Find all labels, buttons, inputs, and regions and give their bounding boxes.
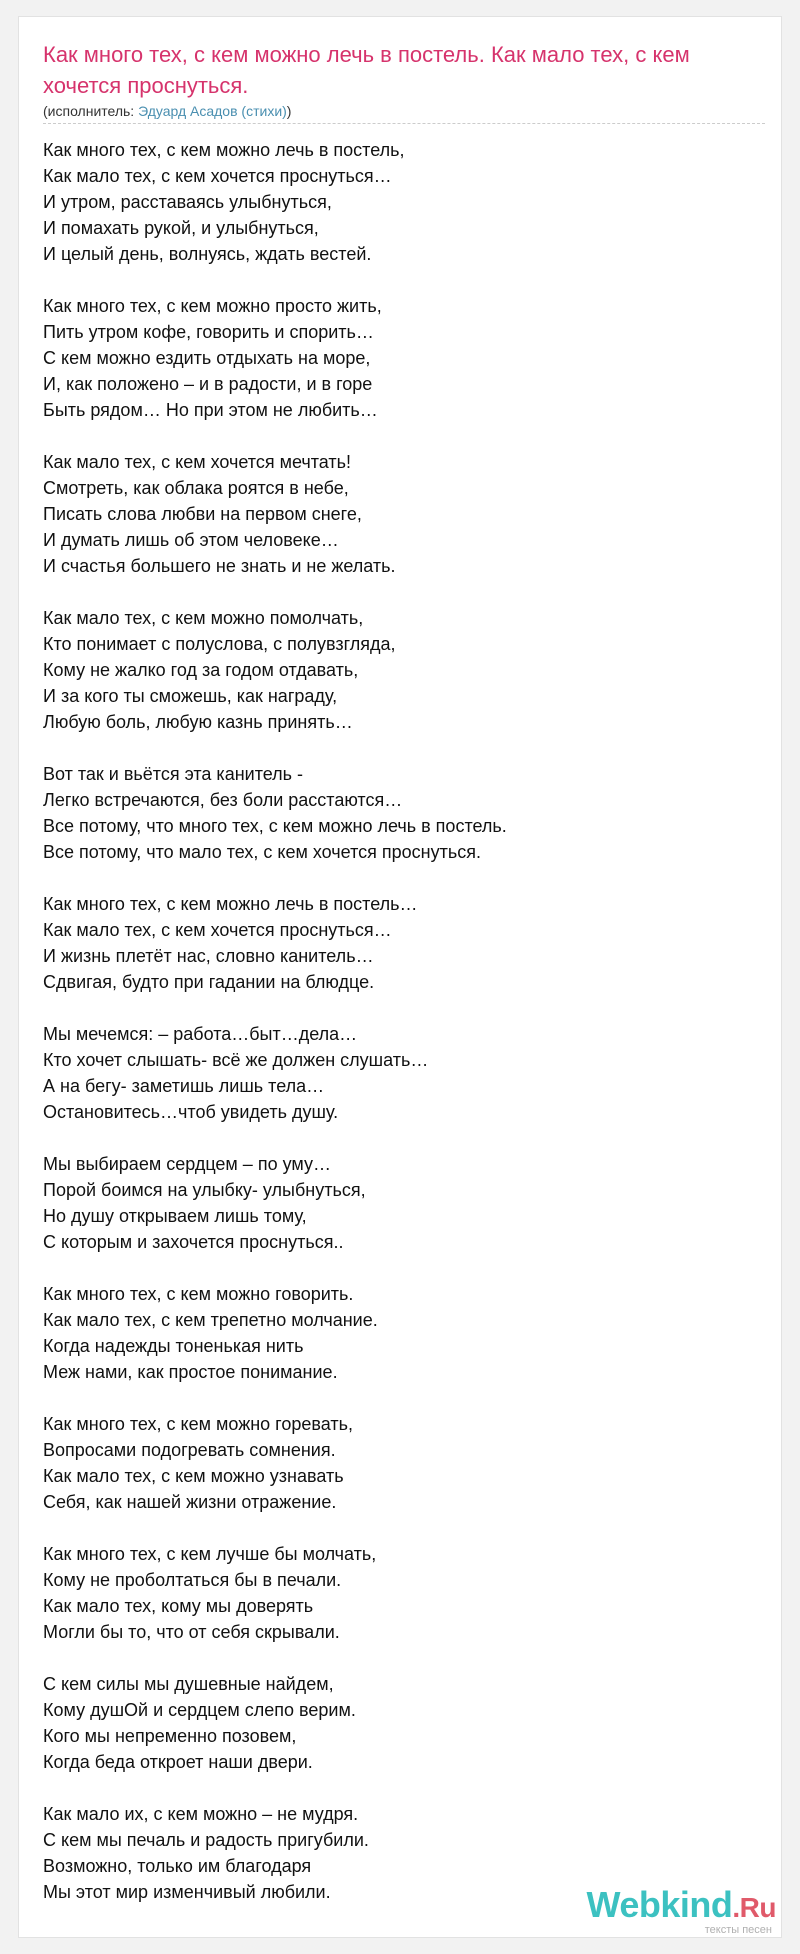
lyrics-line: Как много тех, с кем можно лечь в постель, [43, 140, 405, 160]
logo-tld: .Ru [732, 1892, 776, 1923]
lyrics-stanza [43, 293, 763, 423]
lyrics-line: Как мало тех, с кем хочется проснуться… [43, 920, 392, 940]
lyrics-line: Кто понимает с полуслова, с полувзгляда, [43, 634, 396, 654]
lyrics-line: Могли бы то, что от себя скрывали. [43, 1622, 340, 1642]
artist-line [43, 103, 291, 119]
logo-tagline: тексты песен [704, 1924, 772, 1936]
lyrics-line: Мы выбираем сердцем – по уму… [43, 1154, 331, 1174]
lyrics-line: Порой боимся на улыбку- улыбнуться, [43, 1180, 366, 1200]
lyrics-stanza [43, 761, 763, 865]
lyrics-line: И жизнь плетёт нас, словно канитель… [43, 946, 374, 966]
lyrics-body [43, 137, 763, 1931]
lyrics-line: С которым и захочется проснуться.. [43, 1232, 344, 1252]
lyrics-line: А на бегу- заметишь лишь тела… [43, 1076, 325, 1096]
lyrics-line: И думать лишь об этом человеке… [43, 530, 339, 550]
lyrics-line: Когда беда откроет наши двери. [43, 1752, 313, 1772]
lyrics-line: Все потому, что много тех, с кем можно лечь в постель. [43, 816, 507, 836]
title-divider [43, 123, 765, 124]
lyrics-line: И, как положено – и в радости, и в горе [43, 374, 373, 394]
lyrics-line: И утром, расставаясь улыбнуться, [43, 192, 332, 212]
lyrics-line: С кем силы мы душевные найдем, [43, 1674, 334, 1694]
lyrics-line: Как мало их, с кем можно – не мудря. [43, 1804, 359, 1824]
lyrics-line: Любую боль, любую казнь принять… [43, 712, 353, 732]
lyrics-stanza [43, 605, 763, 735]
lyrics-stanza [43, 1411, 763, 1515]
lyrics-line: Все потому, что мало тех, с кем хочется проснуться. [43, 842, 481, 862]
artist-link[interactable]: Эдуард Асадов (стихи) [138, 103, 287, 119]
lyrics-line: Как много тех, с кем лучше бы молчать, [43, 1544, 377, 1564]
lyrics-line: Мы этот мир изменчивый любили. [43, 1882, 331, 1902]
lyrics-line: Как мало тех, с кем хочется проснуться… [43, 166, 392, 186]
lyrics-line: Когда надежды тоненькая нить [43, 1336, 304, 1356]
lyrics-line: Как мало тех, с кем можно помолчать, [43, 608, 364, 628]
lyrics-line: Как много тех, с кем можно горевать, [43, 1414, 353, 1434]
lyrics-line: Себя, как нашей жизни отражение. [43, 1492, 337, 1512]
lyrics-stanza [43, 1151, 763, 1255]
artist-prefix: (исполнитель: [43, 103, 139, 119]
lyrics-line: Вопросами подогревать сомнения. [43, 1440, 336, 1460]
lyrics-line: Кому не жалко год за годом отдавать, [43, 660, 359, 680]
page-title: Как много тех, с кем можно лечь в постель. Как мало тех, с кем хочется проснуться. [43, 42, 690, 98]
lyrics-line: Кому душОй и сердцем слепо верим. [43, 1700, 356, 1720]
lyrics-line: Меж нами, как простое понимание. [43, 1362, 338, 1382]
lyrics-stanza [43, 891, 763, 995]
lyrics-stanza [43, 1021, 763, 1125]
lyrics-line: Как мало тех, с кем можно узнавать [43, 1466, 344, 1486]
lyrics-line: Как мало тех, кому мы доверять [43, 1596, 314, 1616]
lyrics-line: Смотреть, как облака роятся в небе, [43, 478, 349, 498]
lyrics-line: Как много тех, с кем можно лечь в постель… [43, 894, 418, 914]
lyrics-line: Возможно, только им благодаря [43, 1856, 312, 1876]
lyrics-line: Остановитесь…чтоб увидеть душу. [43, 1102, 339, 1122]
logo-brand: Webkind [586, 1884, 733, 1925]
lyrics-line: Кто хочет слышать- всё же должен слушать… [43, 1050, 429, 1070]
artist-suffix: ) [286, 103, 292, 119]
lyrics-line: Кого мы непременно позовем, [43, 1726, 297, 1746]
lyrics-line: С кем можно ездить отдыхать на море, [43, 348, 371, 368]
lyrics-line: Писать слова любви на первом снеге, [43, 504, 362, 524]
lyrics-stanza [43, 1281, 763, 1385]
lyrics-card [18, 16, 782, 1938]
lyrics-stanza [43, 1541, 763, 1645]
lyrics-line: Сдвигая, будто при гадании на блюдце. [43, 972, 375, 992]
lyrics-line: И за кого ты сможешь, как награду, [43, 686, 338, 706]
lyrics-line: Как мало тех, с кем трепетно молчание. [43, 1310, 378, 1330]
lyrics-line: И помахать рукой, и улыбнуться, [43, 218, 319, 238]
lyrics-stanza [43, 449, 763, 579]
lyrics-line: Как мало тех, с кем хочется мечтать! [43, 452, 352, 472]
lyrics-stanza [43, 1671, 763, 1775]
lyrics-stanza [43, 137, 763, 267]
lyrics-line: Легко встречаются, без боли расстаются… [43, 790, 403, 810]
lyrics-line: И целый день, волнуясь, ждать вестей. [43, 244, 372, 264]
logo-wordmark [587, 1884, 776, 1925]
lyrics-line: Пить утром кофе, говорить и спорить… [43, 322, 374, 342]
lyrics-line: Как много тех, с кем можно говорить. [43, 1284, 354, 1304]
lyrics-line: С кем мы печаль и радость пригубили. [43, 1830, 369, 1850]
lyrics-line: Но душу открываем лишь тому, [43, 1206, 307, 1226]
lyrics-line: Быть рядом… Но при этом не любить… [43, 400, 378, 420]
lyrics-line: Как много тех, с кем можно просто жить, [43, 296, 382, 316]
lyrics-line: Кому не проболтаться бы в печали. [43, 1570, 342, 1590]
site-logo[interactable] [586, 1884, 776, 1936]
lyrics-line: Вот так и вьётся эта канитель - [43, 764, 304, 784]
lyrics-line: И счастья большего не знать и не желать. [43, 556, 396, 576]
lyrics-line: Мы мечемся: – работа…быт…дела… [43, 1024, 358, 1044]
